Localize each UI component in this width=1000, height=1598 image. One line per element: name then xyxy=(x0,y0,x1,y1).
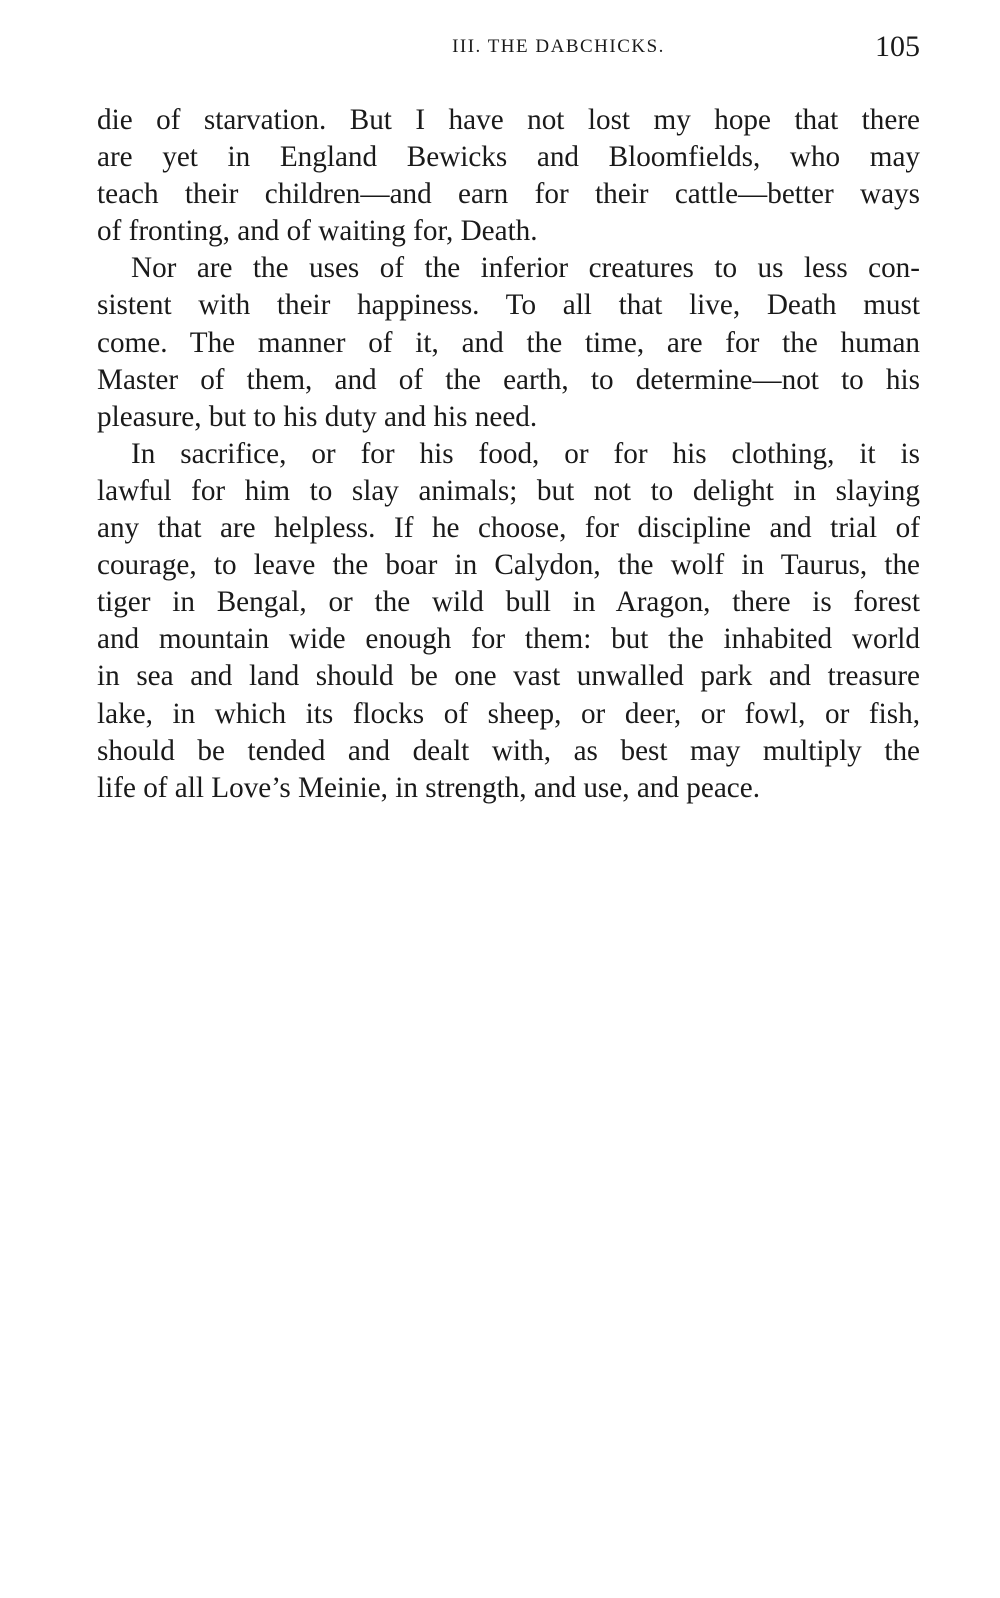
text-line: any that are helpless. If he choose, for discipline and trial of xyxy=(97,512,920,545)
text-line: in sea and land should be one vast unwalled park and treasure xyxy=(97,660,920,693)
text-line: Master of them, and of the earth, to determine—not to his xyxy=(97,363,920,396)
paragraph-end-line: of fronting, and of waiting for, Death. xyxy=(97,215,538,248)
paragraph-start-line: Nor are the uses of the inferior creatures to us less con- xyxy=(131,252,920,285)
text-line: sistent with their happiness. To all that live, Death must xyxy=(97,289,920,322)
paragraph-start-line: In sacrifice, or for his food, or for his clothing, it is xyxy=(131,437,920,470)
text-line: lawful for him to slay animals; but not to delight in slaying xyxy=(97,474,920,507)
text-line: come. The manner of it, and the time, are for the human xyxy=(97,326,920,359)
running-title: III. THE DABCHICKS. xyxy=(452,36,665,57)
text-line: courage, to leave the boar in Calydon, the wolf in Taurus, the xyxy=(97,549,920,582)
text-line: should be tended and dealt with, as best may multiply the xyxy=(97,734,920,767)
text-line: tiger in Bengal, or the wild bull in Aragon, there is forest xyxy=(97,586,920,619)
body-text xyxy=(97,102,920,807)
paragraph-end-line: life of all Love’s Meinie, in strength, and use, and peace. xyxy=(97,771,760,804)
text-line: teach their children—and earn for their cattle—better ways xyxy=(97,178,920,211)
paragraph-end-line: pleasure, but to his duty and his need. xyxy=(97,400,538,433)
page-number: 105 xyxy=(875,30,920,63)
text-line: are yet in England Bewicks and Bloomfields, who may xyxy=(97,141,920,174)
text-line: die of starvation. But I have not lost my hope that there xyxy=(97,104,920,136)
running-head xyxy=(97,30,920,70)
text-line: lake, in which its flocks of sheep, or deer, or fowl, or fish, xyxy=(97,697,920,730)
text-line: and mountain wide enough for them: but the inhabited world xyxy=(97,623,920,656)
